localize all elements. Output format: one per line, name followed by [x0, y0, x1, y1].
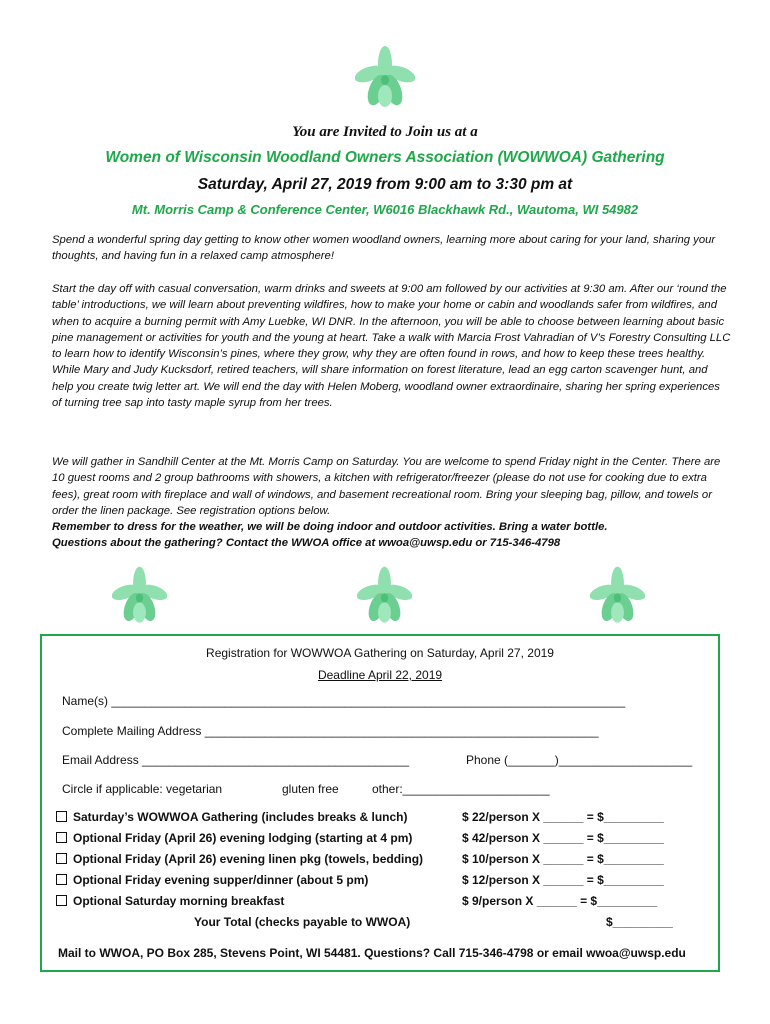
- lodging-text: We will gather in Sandhill Center at the Mt. Morris Camp on Saturday. You are welcome to spend Friday night in the Center. There are 10 guest rooms and 2 group bathrooms with showers, a kitchen with refrigerator/freezer (please do not use for cooking due to extra fees), great room with fireplace and wall of windows, and basement recreational room. Bring your sleeping bag, pillow, and towels or order the linen package. See registration options below.: [52, 456, 721, 517]
- orchid-flower-icon: [112, 563, 167, 629]
- schedule-paragraph: Start the day off with casual conversation, warm drinks and sweets at 9:00 am followed by our activities at 9:30 am. After our ‘round the table’ introductions, we will learn about preventing wildfires, how to make your home or cabin and woodlands safer from wildfires, and when to acquire a burning permit with Amy Luebke, WI DNR. In the afternoon, you will be able to choose between learning about basic pine management or activities for youth and the young at heart. Take a walk with Marcia Frost Vahradian of V’s Forestry Consulting LLC to learn how to identify Wisconsin’s pines, where they grow, why they are often found in rows, and how to keep these trees healthy. While Mary and Judy Kucksdorf, retired teachers, will share information on forest literature, lead an egg carton scavenger hunt, and help you create twig letter art. We will end the day with Helen Moberg, woodland owner extraordinaire, sharing her spring experiences of turning tree sap into tasty maple syrup from her trees.: [52, 283, 731, 410]
- price-friday-lodging[interactable]: $ 42/person X ______ = $_________: [462, 831, 664, 845]
- option-saturday-breakfast[interactable]: Optional Saturday morning breakfast: [56, 894, 284, 908]
- option-friday-lodging[interactable]: Optional Friday (April 26) evening lodging (starting at 4 pm): [56, 831, 412, 845]
- lodging-paragraph: [52, 454, 732, 552]
- checkbox-icon[interactable]: [56, 853, 67, 864]
- orchid-flower-icon: [355, 42, 415, 114]
- email-field[interactable]: Email Address ________________________________________: [62, 753, 409, 767]
- checkbox-icon[interactable]: [56, 811, 67, 822]
- registration-title: Registration for WOWWOA Gathering on Saturday, April 27, 2019: [206, 646, 554, 660]
- option-friday-supper[interactable]: Optional Friday evening supper/dinner (about 5 pm): [56, 873, 368, 887]
- registration-deadline: Deadline April 22, 2019: [317, 668, 443, 682]
- total-value-field[interactable]: $_________: [606, 915, 673, 929]
- intro-paragraph: Spend a wonderful spring day getting to know other women woodland owners, learning more about caring for your land, sharing your thoughts, and having fun in a relaxed camp atmosphere!: [52, 234, 716, 263]
- gluten-free-option[interactable]: gluten free: [282, 782, 339, 796]
- price-saturday-gathering[interactable]: $ 22/person X ______ = $_________: [462, 810, 664, 824]
- orchid-flower-icon: [590, 563, 645, 629]
- option-saturday-gathering[interactable]: Saturday’s WOWWOA Gathering (includes breaks & lunch): [56, 810, 408, 824]
- price-friday-supper[interactable]: $ 12/person X ______ = $_________: [462, 873, 664, 887]
- mailing-address-field[interactable]: Complete Mailing Address ___________________________________________________________: [62, 724, 599, 738]
- checkbox-icon[interactable]: [56, 874, 67, 885]
- contact-line: Questions about the gathering? Contact the WWOA office at wwoa@uwsp.edu or 715-346-4798: [52, 537, 561, 550]
- event-title: Women of Wisconsin Woodland Owners Association (WOWWOA) Gathering: [105, 149, 665, 166]
- total-label: Your Total (checks payable to WWOA): [194, 915, 411, 929]
- dress-reminder: Remember to dress for the weather, we will be doing indoor and outdoor activities. Bring a water bottle.: [52, 521, 608, 534]
- invite-line: You are Invited to Join us at a: [292, 124, 478, 140]
- dietary-label: Circle if applicable: vegetarian: [62, 782, 223, 796]
- price-saturday-breakfast[interactable]: $ 9/person X ______ = $_________: [462, 894, 658, 908]
- registration-form: [40, 634, 720, 972]
- event-venue: Mt. Morris Camp & Conference Center, W6016 Blackhawk Rd., Wautoma, WI 54982: [131, 202, 639, 217]
- checkbox-icon[interactable]: [56, 895, 67, 906]
- orchid-flower-icon: [357, 563, 412, 629]
- checkbox-icon[interactable]: [56, 832, 67, 843]
- other-diet-field[interactable]: other:______________________: [372, 782, 550, 796]
- mail-instructions: Mail to WWOA, PO Box 285, Stevens Point, WI 54481. Questions? Call 715-346-4798 or email wwoa@uwsp.edu: [58, 946, 686, 960]
- event-date: Saturday, April 27, 2019 from 9:00 am to 3:30 pm at: [197, 176, 573, 193]
- option-friday-linen[interactable]: Optional Friday (April 26) evening linen pkg (towels, bedding): [56, 852, 423, 866]
- names-field[interactable]: Name(s) _____________________________________________________________________________: [62, 694, 626, 708]
- price-friday-linen[interactable]: $ 10/person X ______ = $_________: [462, 852, 664, 866]
- phone-field[interactable]: Phone (_______)____________________: [466, 753, 693, 767]
